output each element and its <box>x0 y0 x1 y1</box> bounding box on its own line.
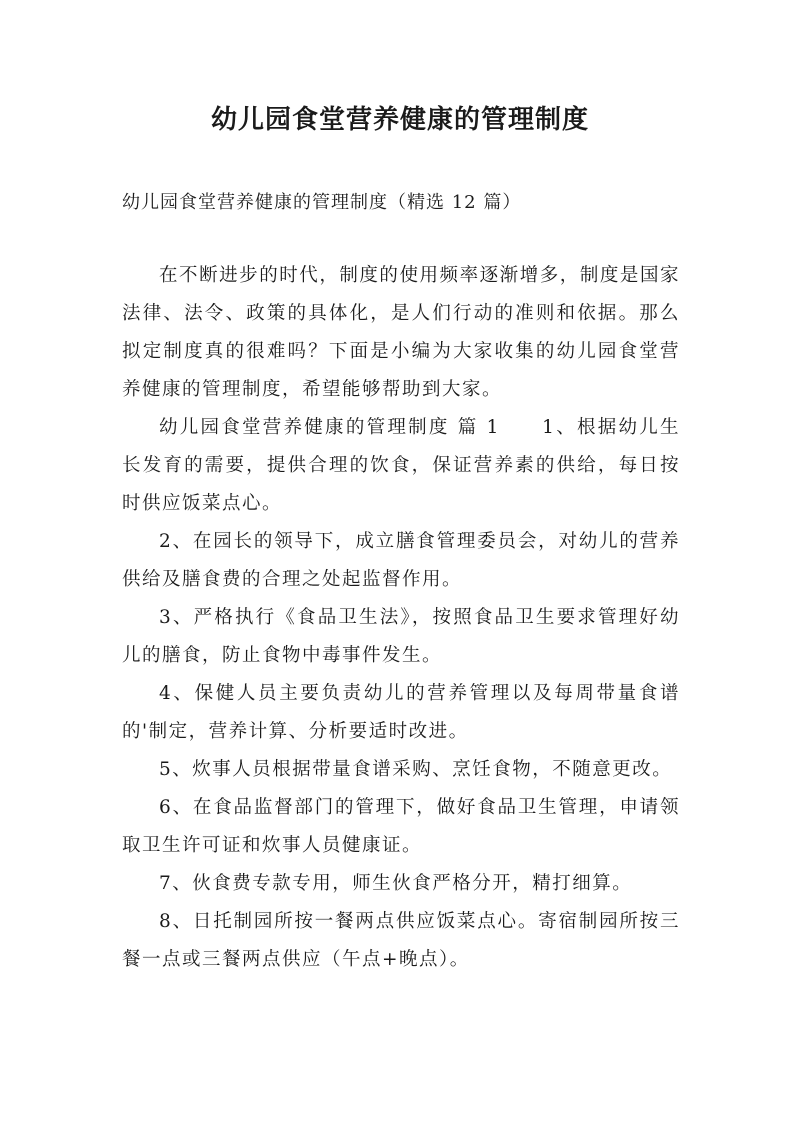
rule-paragraph-6: 6、在食品监督部门的管理下，做好食品卫生管理，申请领取卫生许可证和炊事人员健康证。 <box>122 797 680 856</box>
document-body <box>122 257 680 979</box>
rule-paragraph-5: 5、炊事人员根据带量食谱采购、烹饪食物，不随意更改。 <box>159 759 673 780</box>
rule-paragraph-7: 7、伙食费专款专用，师生伙食严格分开，精打细算。 <box>159 873 633 894</box>
document-subtitle: 幼儿园食堂营养健康的管理制度（精选 12 篇） <box>122 192 522 213</box>
rule-paragraph-8: 8、日托制园所按一餐两点供应饭菜点心。寄宿制园所按三餐一点或三餐两点供应（午点+晚点）。 <box>122 911 680 970</box>
rule-paragraph-1: 幼儿园食堂营养健康的管理制度 篇 1 1、根据幼儿生长发育的需要，提供合理的饮食，保证营养素的供给，每日按时供应饭菜点心。 <box>122 417 680 514</box>
intro-paragraph: 在不断进步的时代，制度的使用频率逐渐增多，制度是国家法律、法令、政策的具体化，是人们行动的准则和依据。那么拟定制度真的很难吗？下面是小编为大家收集的幼儿园食堂营养健康的管理制度，希望能够帮助到大家。 <box>122 265 680 400</box>
document-title: 幼儿园食堂营养健康的管理制度 <box>210 105 589 135</box>
rule-paragraph-2: 2、在园长的领导下，成立膳食管理委员会，对幼儿的营养供给及膳食费的合理之处起监督作用。 <box>122 531 680 590</box>
rule-paragraph-3: 3、严格执行《食品卫生法》，按照食品卫生要求管理好幼儿的膳食，防止食物中毒事件发生。 <box>122 607 680 666</box>
rule-paragraph-4: 4、保健人员主要负责幼儿的营养管理以及每周带量食谱的'制定，营养计算、分析要适时改进。 <box>122 683 680 742</box>
